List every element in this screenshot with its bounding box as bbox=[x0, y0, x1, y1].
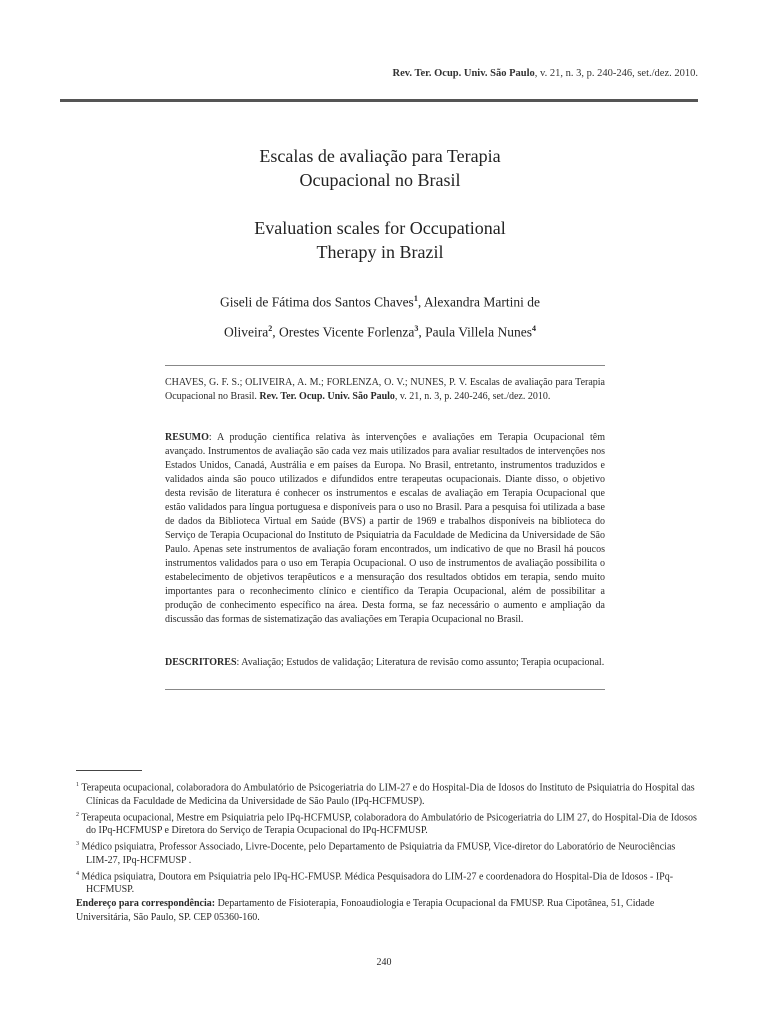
author-4-affiliation: 4 bbox=[532, 323, 537, 333]
author-1-affiliation: 1 bbox=[413, 294, 418, 303]
title-en-line1: Evaluation scales for Occupational bbox=[254, 218, 506, 238]
footnote-text: Médico psiquiatra, Professor Associado, Livre-Docente, pelo Departamento de Psiquiatria da FMUSP, Vice-diretor do Laboratório de Neurociências LIM-27, IPq-HCFMUSP . bbox=[81, 841, 676, 866]
footnote-text: Médica psiquiatra, Doutora em Psiquiatria pelo IPq-HC-FMUSP. Médica Pesquisadora do LIM-27 e coordenadora do Hospital-Dia de Idosos - IPq-HCFMUSP. bbox=[81, 870, 674, 896]
correspondence-address bbox=[76, 897, 698, 924]
title-en-line2: Therapy in Brazil bbox=[316, 242, 444, 262]
author-3-affiliation: 3 bbox=[414, 323, 419, 333]
keywords-descritores bbox=[165, 656, 605, 670]
authors-line2 bbox=[100, 316, 660, 346]
abstract-top-divider bbox=[165, 365, 605, 366]
footnote bbox=[76, 868, 698, 898]
journal-reference bbox=[60, 68, 698, 79]
author-2-last: Oliveira bbox=[223, 324, 269, 339]
title-pt-line1: Escalas de avaliação para Terapia bbox=[259, 146, 501, 166]
correspondence-text: Departamento de Fisioterapia, Fonoaudiologia e Terapia Ocupacional da FMUSP. Rua Cipotânea, 51, Cidade Universitária, São Paulo, SP. CEP 05360-160. bbox=[76, 898, 655, 923]
descritores-text: : Avaliação; Estudos de validação; Literatura de revisão como assunto; Terapia ocupacional. bbox=[236, 657, 605, 668]
citation-journal: Rev. Ter. Ocup. Univ. São Paulo bbox=[259, 391, 395, 402]
citation-volume: , v. 21, n. 3, p. 240-246, set./dez. 2010. bbox=[394, 391, 551, 402]
journal-name: Rev. Ter. Ocup. Univ. São Paulo bbox=[392, 68, 535, 79]
abstract-bottom-divider bbox=[165, 689, 605, 690]
author-4: , Paula Villela Nunes bbox=[418, 324, 533, 339]
abstract-resumo bbox=[165, 431, 605, 627]
footnote bbox=[76, 779, 698, 809]
author-2-first: , Alexandra Martini de bbox=[417, 294, 541, 310]
journal-volume-info: , v. 21, n. 3, p. 240-246, set./dez. 2010. bbox=[534, 68, 698, 79]
title-portuguese bbox=[100, 144, 660, 192]
authors-line1 bbox=[100, 286, 660, 316]
footnote bbox=[76, 838, 698, 868]
footnote-text: Terapeuta ocupacional, Mestre em Psiquiatria pelo IPq-HCFMUSP, colaboradora do Ambulatório de Psicogeriatria do LIM 27, do Hospital-Dia de Idosos do IPq-HCFMUSP e Diretora do Serviço de Terapia Ocupacional do IPq-HCFMUSP. bbox=[81, 811, 697, 837]
descritores-label: DESCRITORES bbox=[165, 657, 237, 668]
footnotes bbox=[76, 779, 698, 924]
footnote-number: 3 bbox=[76, 841, 79, 848]
title-pt-line2: Ocupacional no Brasil bbox=[299, 170, 461, 190]
footnote-divider bbox=[76, 770, 142, 771]
author-1: Giseli de Fátima dos Santos Chaves bbox=[219, 294, 414, 310]
author-2-affiliation: 2 bbox=[268, 323, 273, 333]
footnote-number: 4 bbox=[76, 870, 79, 877]
correspondence-label: Endereço para correspondência: bbox=[76, 898, 216, 910]
citation bbox=[165, 376, 605, 404]
footnote bbox=[76, 809, 698, 839]
footnote-text: Terapeuta ocupacional, colaboradora do Ambulatório de Psicogeriatria do LIM-27 e do Hospital-Dia de Idosos do Instituto de Psiquiatria do Hospital das Clínicas da Faculdade de Medicina da Universidade de São Paulo (IPq-HCFMUSP). bbox=[81, 782, 695, 807]
footnote-number: 1 bbox=[76, 782, 79, 788]
author-list bbox=[100, 286, 660, 345]
header-divider bbox=[60, 99, 698, 102]
page-number: 240 bbox=[376, 957, 392, 968]
footnote-number: 2 bbox=[76, 811, 79, 818]
resumo-text: : A produção científica relativa às intervenções e avaliações em Terapia Ocupacional têm avançado. Instrumentos de avaliação são cada vez mais utilizados para avaliar resultados de intervenções nos Estados Unidos, Canadá, Austrália e em países da Europa. No Brasil, entretanto, instrumentos traduzidos e validados ainda são pouco utilizados e difundidos entre terapeutas ocupacionais. Diante disso, o objetivo desta revisão de literatura é conhecer os instrumentos e escalas de avaliação em Terapia Ocupacional que estão validados para língua portuguesa e disponíveis para o uso no Brasil. Para a pesquisa foi utilizada a base de dados da Biblioteca Virtual em Saúde (BVS) a partir de 1969 e trabalhos disponíveis na biblioteca do Serviço de Terapia Ocupacional do Instituto de Psiquiatria da Faculdade de Medicina da Universidade de São Paulo. Apenas sete instrumentos de avaliação foram encontrados, um indicativo de que no Brasil há poucos instrumentos validados para o uso em Terapia Ocupacional. O uso de instrumentos de avaliação possibilita o estabelecimento de objetivos terapêuticos e a mensuração dos resultados obtidos em terapia, sendo muito importantes para o reconhecimento clínico e científico da Terapia Ocupacional, além de possibilitar a produção de conhecimento específico na área. Desta forma, se faz necessário o aumento e ampliação da discussão das formas de sistematização das avaliações em Terapia Ocupacional no Brasil. bbox=[165, 432, 605, 625]
citation-authors-title: CHAVES, G. F. S.; OLIVEIRA, A. M.; FORLENZA, O. V.; NUNES, P. V. Escalas de avaliação para Terapia Ocupacional no Brasil. bbox=[165, 377, 605, 402]
author-3: , Orestes Vicente Forlenza bbox=[272, 324, 415, 339]
resumo-label: RESUMO bbox=[165, 432, 209, 443]
title-english bbox=[100, 216, 660, 264]
